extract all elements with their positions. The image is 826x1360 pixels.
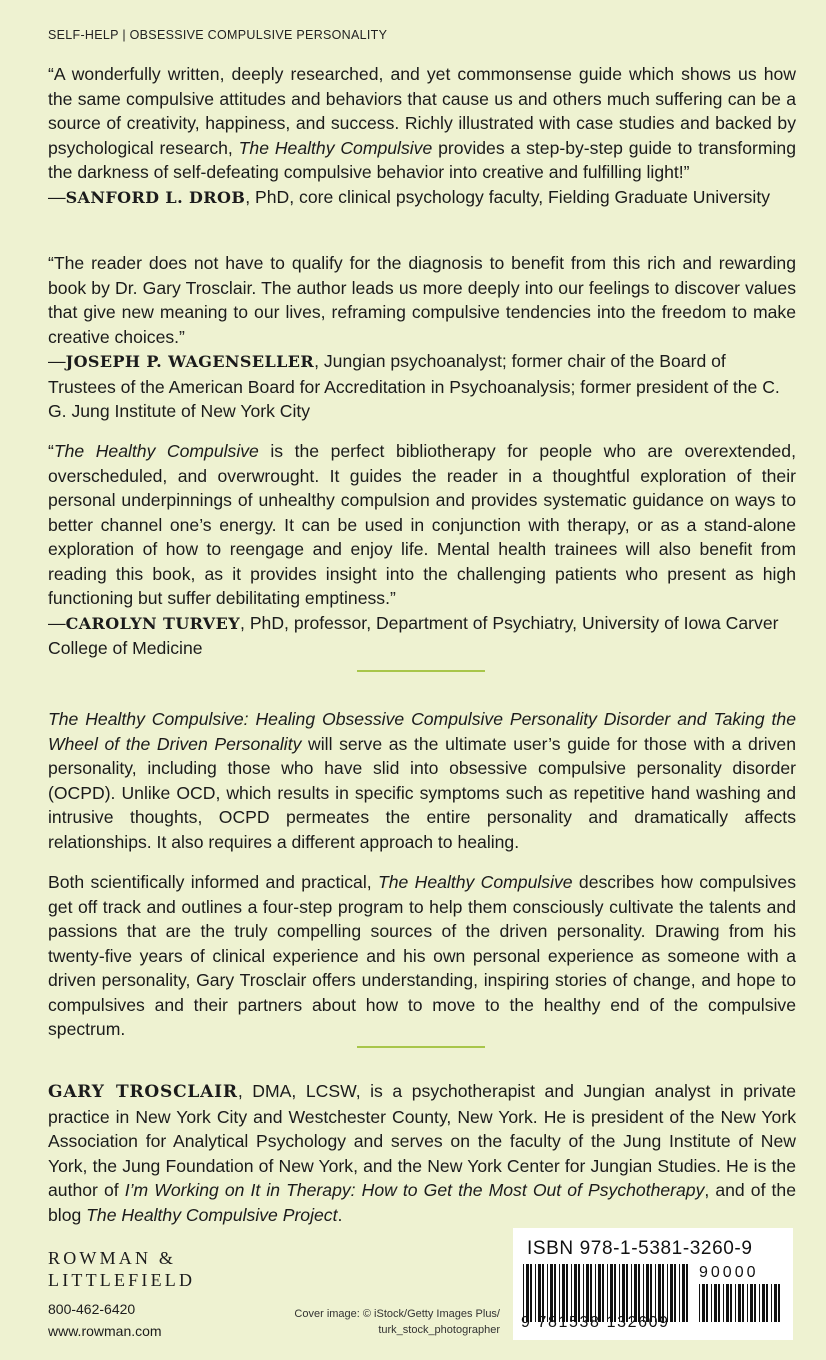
book-description [48,707,796,1042]
author-bio [48,1079,796,1227]
blurb-attribution: —SANFORD L. DROB, PhD, core clinical psychology faculty, Fielding Graduate University [48,186,771,207]
blurb-quote: “The reader does not have to qualify for the diagnosis to benefit from this rich and rewarding book by Dr. Gary Trosclair. The author leads us more deeply into our feelings to discover values that give new meaning to our lives, reframing compulsive tendencies into the freedom to make creative choices.” [48,253,796,347]
barcode-bar [754,1284,756,1322]
barcode-bar [735,1284,736,1322]
barcode-bar [679,1264,680,1322]
barcode-bar [778,1284,780,1322]
blurb-quote: “A wonderfully written, deeply researched, and yet commonsense guide which shows us how the same compulsive attitudes and behaviors that cause us and others much suffering can be a source of creativity, happiness, and success. Richly illustrated with case studies and backed by psychological research, The Healthy Compulsive provides a step-by-step guide to transforming the darkness of self-defeating compulsive behavior into creative and fulfilling light!” [48,64,796,182]
barcode-bar [670,1264,673,1322]
barcode-bar [742,1284,744,1322]
blurb-quote: “The Healthy Compulsive is the perfect bibliotherapy for people who are overextended, overscheduled, and overwrought. It guides the reader in a thoughtful exploration of their personal underpinnings of unhealthy compulsion and provides systematic guidance on ways to better channel one’s energy. It can be used in conjunction with therapy, or as a stand-alone exploration of how to reengage and enjoy life. Mental health trainees will also benefit from reading this book, as it provides insight into the challenging patients who present as high functioning but suffer debilitating emptiness.” [48,441,796,608]
barcode-bar [771,1284,772,1322]
barcode-bar [699,1284,700,1322]
barcode-bar [750,1284,753,1322]
publisher-logo [48,1247,195,1291]
author-name: GARY TROSCLAIR [48,1082,238,1102]
blurb-attribution: —CAROLYN TURVEY, PhD, professor, Department of Psychiatry, University of Iowa Carver College of Medicine [48,612,779,658]
barcode-bar [718,1284,720,1322]
blurb-turvey [48,439,796,661]
endorser-name: JOSEPH P. WAGENSELLER [65,352,315,371]
category-label: SELF-HELP | OBSESSIVE COMPULSIVE PERSONALITY [48,28,388,42]
barcode-bar [762,1284,765,1322]
barcode-bar [702,1284,705,1322]
endorser-name: SANFORD L. DROB [65,187,246,207]
publisher-logo-line-1: ROWMAN & [48,1248,177,1268]
section-divider [357,670,485,672]
barcode-digits: 9 781538 132609 [521,1314,670,1331]
section-divider [357,1046,485,1048]
barcode-bar [730,1284,732,1322]
cover-credit [280,1306,500,1338]
blurb-drob [48,62,796,210]
barcode-bar [682,1264,685,1322]
description-paragraph-1: The Healthy Compulsive: Healing Obsessive Compulsive Personality Disorder and Taking the Wheel of the Driven Personality will serve as the ultimate user’s guide for those with a driven personality, including those who have slid into obsessive compulsive personality disorder (OCPD). Unlike OCD, which results in specific symptoms such as repetitive hand washing and intrusive thoughts, OCPD permeates the entire personality and dramatically affects relationships. It also requires a different approach to healing. [48,709,796,852]
cover-credit-line-1: Cover image: © iStock/Getty Images Plus/ [294,1308,500,1320]
blurb-attribution: —JOSEPH P. WAGENSELLER, Jungian psychoanalyst; former chair of the Board of Trustees of the American Board for Accreditation in Psychoanalysis; former president of the C. G. Jung Institute of New York City [48,351,780,421]
barcode-bar [726,1284,729,1322]
barcode-bar [714,1284,717,1322]
barcode-bar [723,1284,724,1322]
isbn-number: ISBN 978-1-5381-3260-9 [527,1238,753,1259]
publisher-logo-line-2: LITTLEFIELD [48,1270,196,1290]
publisher-phone: 800-462-6420 [48,1301,136,1317]
barcode-bar [711,1284,712,1322]
cover-credit-line-2: turk_stock_photographer [378,1324,500,1336]
barcode-bar [766,1284,768,1322]
price-code: 90000 [699,1264,759,1281]
description-paragraph-2: Both scientifically informed and practical, The Healthy Compulsive describes how compulsives get off track and outlines a four-step program to help them consciously cultivate the talents and passions that are the truly compelling sources of the driven personality. Drawing from his twenty-five years of clinical experience and his own personal experience as someone with a driven personality, Gary Trosclair offers understanding, inspiring stories of change, and hope to compulsives and their partners about how to move to the healthy end of the compulsive spectrum. [48,872,796,1039]
barcode-bar [738,1284,741,1322]
isbn-barcode [513,1228,793,1340]
endorser-name: CAROLYN TURVEY [65,613,241,633]
barcode-bar [674,1264,676,1322]
blurb-wagenseller [48,251,796,424]
publisher-contact [48,1298,162,1342]
barcode-bar [747,1284,748,1322]
author-bio-text: GARY TROSCLAIR, DMA, LCSW, is a psychotherapist and Jungian analyst in private practice in New York City and Westchester County, New York. He is president of the New York Association for Analytical Psychology and serves on the faculty of the Jung Institute of New York, the Jung Foundation of New York, and the New York Center for Jungian Studies. He is the author of I’m Working on It in Therapy: How to Get the Most Out of Psychotherapy, and of the blog The Healthy Compulsive Project. [48,1081,796,1225]
barcode-bar [759,1284,760,1322]
publisher-website: www.rowman.com [48,1323,162,1339]
barcode-bar [774,1284,777,1322]
addon-barcode-bars [699,1284,785,1322]
barcode-bar [706,1284,708,1322]
barcode-bar [686,1264,688,1322]
